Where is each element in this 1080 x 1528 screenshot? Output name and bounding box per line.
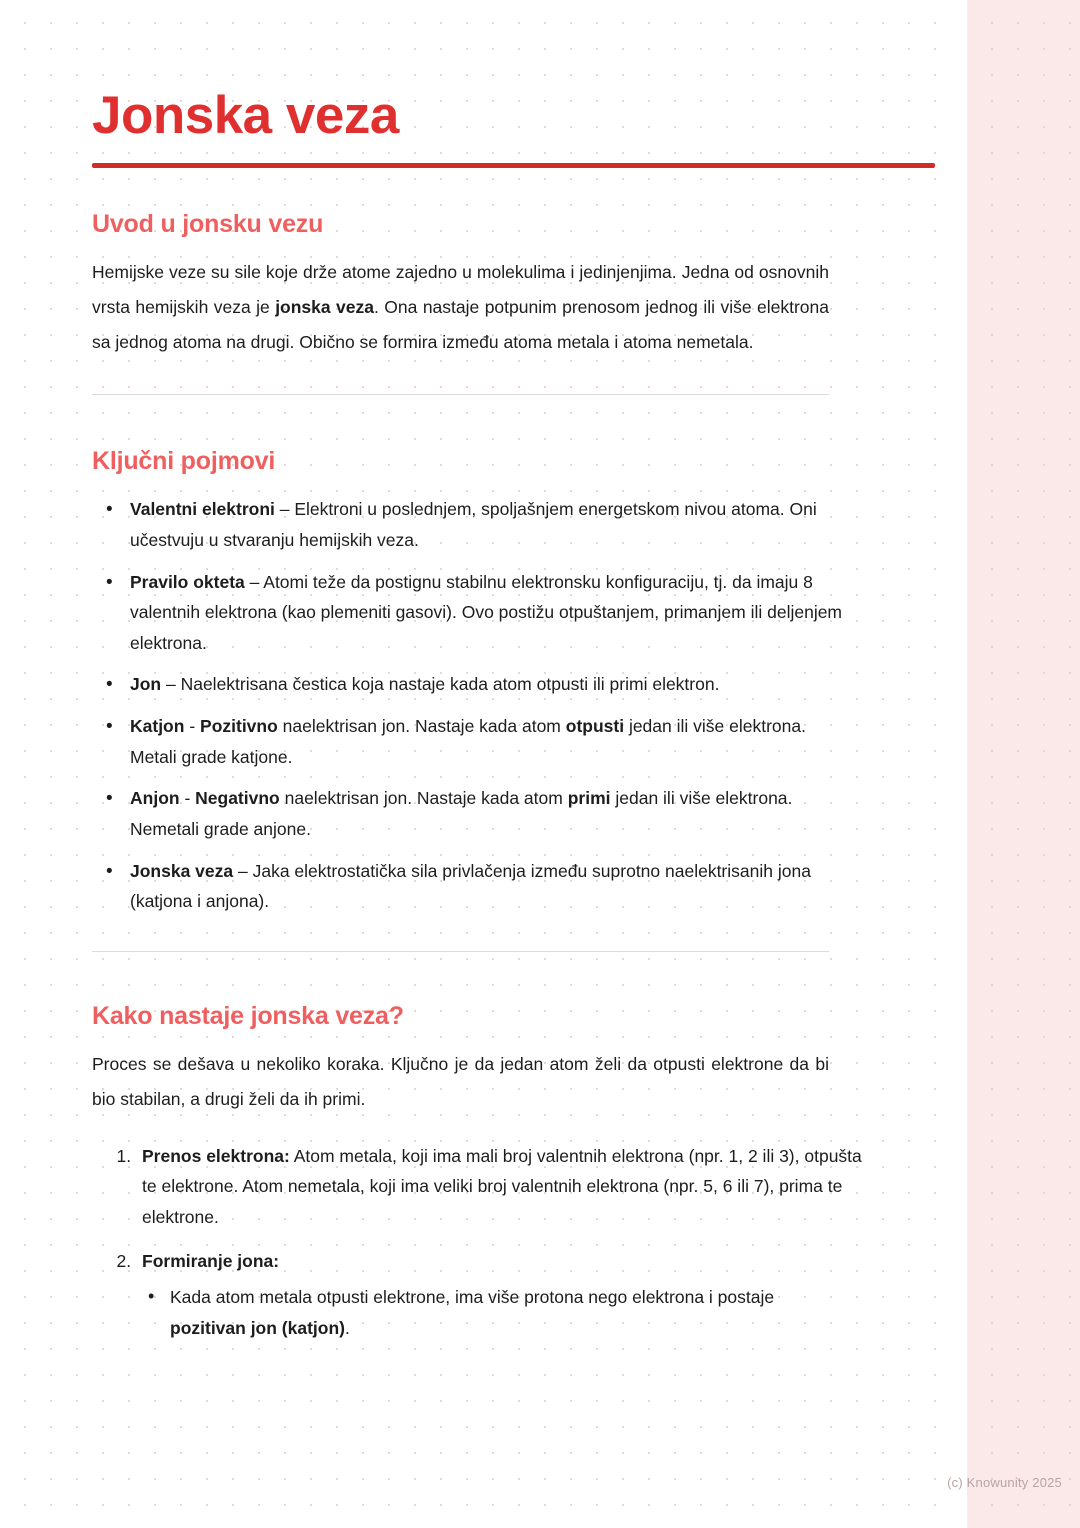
step-text: Prenos elektrona: Atom metala, koji ima mali broj valentnih elektrona (npr. 1, 2 ili 3), otpušta te elektrone. Atom nemetala, koji ima veliki broj valentnih elektrona (npr. 5, 6 ili 7), prima te elektrone. xyxy=(142,1145,862,1228)
list-item xyxy=(136,1141,881,1233)
section-heading-uvod: Uvod u jonsku vezu xyxy=(92,210,324,239)
right-margin-strip xyxy=(967,0,1080,1528)
document-content xyxy=(92,0,932,1357)
section-divider-1 xyxy=(92,394,829,395)
section-paragraph-kako-nastaje: Proces se dešava u nekoliko koraka. Ključno je da jedan atom želi da otpusti elektrone da bi bio stabilan, a drugi želi da ih primi. xyxy=(92,1053,829,1109)
process-steps-list xyxy=(92,1141,932,1344)
section-paragraph-uvod: Hemijske veze su sile koje drže atome zajedno u molekulima i jedinjenjima. Jedna od osnovnih vrsta hemijskih veza je jonska veza. Ona nastaje potpunim prenosom jednog ili više elektrona sa jednog atoma na drugi. Obično se formira između atoma metala i atoma nemetala. xyxy=(92,262,829,353)
section-uvod xyxy=(92,210,932,395)
section-heading-kljucni-pojmovi: Ključni pojmovi xyxy=(92,447,276,476)
list-item: • Kada atom metala otpusti elektrone, ima više protona nego elektrona i postaje pozitivan jon (katjon). xyxy=(142,1282,842,1343)
right-margin-edge xyxy=(957,0,967,1528)
list-item: • Pravilo okteta – Atomi teže da postignu stabilnu elektronsku konfiguraciju, tj. da imaju 8 valentnih elektrona (kao plemeniti gasovi). Ovo postižu otpuštanjem, primanjem ili deljenjem elektrona. xyxy=(92,567,852,659)
title-underline xyxy=(92,163,935,168)
list-item: • Anjon - Negativno naelektrisan jon. Nastaje kada atom primi jedan ili više elektrona. Nemetali grade anjone. xyxy=(92,783,852,844)
list-item: • Katjon - Pozitivno naelektrisan jon. Nastaje kada atom otpusti jedan ili više elektrona. Metali grade katjone. xyxy=(92,711,852,772)
list-item: • Jon – Naelektrisana čestica koja nastaje kada atom otpusti ili primi elektron. xyxy=(92,669,852,700)
section-divider-2 xyxy=(92,951,829,952)
list-item: • Jonska veza – Jaka elektrostatička sila privlačenja između suprotno naelektrisanih jona (katjona i anjona). xyxy=(92,856,852,917)
section-heading-kako-nastaje: Kako nastaje jonska veza? xyxy=(92,1001,404,1030)
section-kljucni-pojmovi xyxy=(92,447,932,952)
step-text: Formiranje jona: xyxy=(142,1250,280,1271)
list-item xyxy=(136,1246,881,1344)
list-item: • Valentni elektroni – Elektroni u poslednjem, spoljašnjem energetskom nivou atoma. Oni učestvuju u stvaranju hemijskih veza. xyxy=(92,494,852,555)
footer-credit: (c) Knowunity 2025 xyxy=(947,1475,1062,1490)
substeps-list xyxy=(142,1282,881,1343)
page-title: Jonska veza xyxy=(92,86,399,145)
key-terms-list xyxy=(92,494,932,917)
section-kako-nastaje xyxy=(92,1002,932,1344)
